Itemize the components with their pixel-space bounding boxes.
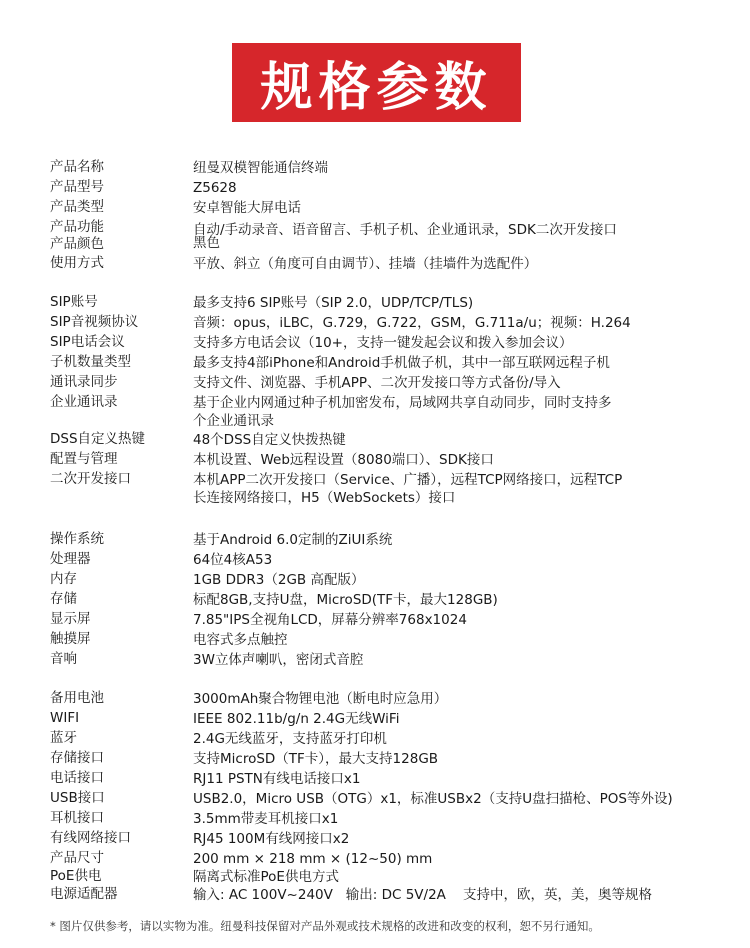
spec-label: 电源适配器 — [50, 886, 118, 902]
spec-value: 音频：opus，iLBC，G.729，G.722，GSM，G.711a/u；视频：H.264 — [193, 315, 631, 331]
spec-value: 支持文件、浏览器、手机APP、二次开发接口等方式备份/导入 — [193, 375, 561, 391]
spec-value: 基于Android 6.0定制的ZiUI系统 — [193, 532, 393, 548]
spec-value: 纽曼双模智能通信终端 — [193, 160, 328, 176]
spec-label: USB接口 — [50, 790, 105, 806]
spec-label: 电话接口 — [50, 770, 104, 786]
spec-label: 音响 — [50, 651, 77, 667]
spec-label: 产品类型 — [50, 199, 104, 215]
spec-label: 内存 — [50, 571, 77, 587]
spec-value: 3000mAh聚合物锂电池（断电时应急用） — [193, 691, 448, 707]
spec-label: 备用电池 — [50, 690, 104, 706]
spec-value: 黑色 — [193, 235, 220, 251]
spec-label: DSS自定义热键 — [50, 431, 146, 447]
spec-label: 子机数量类型 — [50, 354, 131, 370]
spec-value: RJ11 PSTN有线电话接口x1 — [193, 771, 361, 787]
spec-value: 3W立体声喇叭，密闭式音腔 — [193, 652, 364, 668]
spec-label: 显示屏 — [50, 611, 91, 627]
spec-label: 有线网络接口 — [50, 830, 131, 846]
spec-value: USB2.0，Micro USB（OTG）x1，标准USBx2（支持U盘扫描枪、POS等外设) — [193, 791, 673, 807]
spec-value: 基于企业内网通过种子机加密发布，局域网共享自动同步，同时支持多 个企业通讯录 — [193, 395, 612, 429]
spec-label: 存储接口 — [50, 750, 104, 766]
spec-value: 自动/手动录音、语音留言、手机子机、企业通讯录，SDK二次开发接口 — [193, 222, 617, 238]
spec-value: 64位4核A53 — [193, 552, 273, 568]
spec-value: 输入: AC 100V~240V 输出: DC 5V/2A 支持中，欧，英，美，奥等规格 — [193, 887, 653, 903]
spec-value: 电容式多点触控 — [193, 632, 288, 648]
spec-label: PoE供电 — [50, 868, 102, 884]
spec-value: 2.4G无线蓝牙，支持蓝牙打印机 — [193, 731, 387, 747]
spec-value: 支持多方电话会议（10+，支持一键发起会议和拨入参加会议） — [193, 335, 573, 351]
spec-value: 本机设置、Web远程设置（8080端口）、SDK接口 — [193, 452, 494, 468]
spec-label: 产品型号 — [50, 179, 104, 195]
spec-label: SIP电话会议 — [50, 334, 125, 350]
spec-value: 平放、斜立（角度可自由调节）、挂墙（挂墙件为选配件） — [193, 256, 538, 272]
spec-label: 二次开发接口 — [50, 471, 131, 487]
spec-value: 3.5mm带麦耳机接口x1 — [193, 811, 339, 827]
spec-value: IEEE 802.11b/g/n 2.4G无线WiFi — [193, 711, 400, 727]
spec-value: 最多支持6 SIP账号（SIP 2.0，UDP/TCP/TLS) — [193, 295, 474, 311]
spec-value: 48个DSS自定义快拨热键 — [193, 432, 346, 448]
spec-value: 最多支持4部iPhone和Android手机做子机，其中一部互联网远程子机 — [193, 355, 610, 371]
spec-label: SIP音视频协议 — [50, 314, 139, 330]
spec-label: 产品颜色 — [50, 236, 104, 252]
spec-value: 本机APP二次开发接口（Service、广播），远程TCP网络接口，远程TCP 长连接网络接口，H5（WebSockets）接口 — [193, 472, 623, 506]
spec-label: 企业通讯录 — [50, 394, 118, 410]
spec-label: 产品名称 — [50, 159, 104, 175]
spec-value: 支持MicroSD（TF卡），最大支持128GB — [193, 751, 439, 767]
spec-value: Z5628 — [193, 180, 237, 196]
spec-label: 通讯录同步 — [50, 374, 118, 390]
spec-label: 触摸屏 — [50, 631, 91, 647]
spec-label: 处理器 — [50, 551, 91, 567]
spec-label: 耳机接口 — [50, 810, 104, 826]
spec-label: 操作系统 — [50, 531, 104, 547]
spec-label: WIFI — [50, 710, 80, 726]
spec-value: 隔离式标准PoE供电方式 — [193, 869, 339, 885]
spec-value: 7.85"IPS全视角LCD，屏幕分辨率768x1024 — [193, 612, 467, 628]
spec-label: 存储 — [50, 591, 77, 607]
spec-label: 蓝牙 — [50, 730, 77, 746]
spec-label: SIP账号 — [50, 294, 98, 310]
spec-label: 产品功能 — [50, 219, 104, 235]
spec-label: 产品尺寸 — [50, 850, 104, 866]
page-title: 规格参数 — [260, 58, 493, 118]
spec-label: 使用方式 — [50, 255, 104, 271]
spec-label: 配置与管理 — [50, 451, 118, 467]
spec-value: RJ45 100M有线网接口x2 — [193, 831, 350, 847]
footnote: * 图片仅供参考，请以实物为准。纽曼科技保留对产品外观或技术规格的改进和改变的权利，恕不另行通知。 — [50, 919, 600, 933]
spec-value: 200 mm × 218 mm × (12~50) mm — [193, 851, 433, 867]
spec-value: 安卓智能大屏电话 — [193, 200, 301, 216]
spec-value: 1GB DDR3（2GB 高配版） — [193, 572, 365, 588]
spec-value: 标配8GB,支持U盘，MicroSD(TF卡，最大128GB) — [193, 592, 498, 608]
